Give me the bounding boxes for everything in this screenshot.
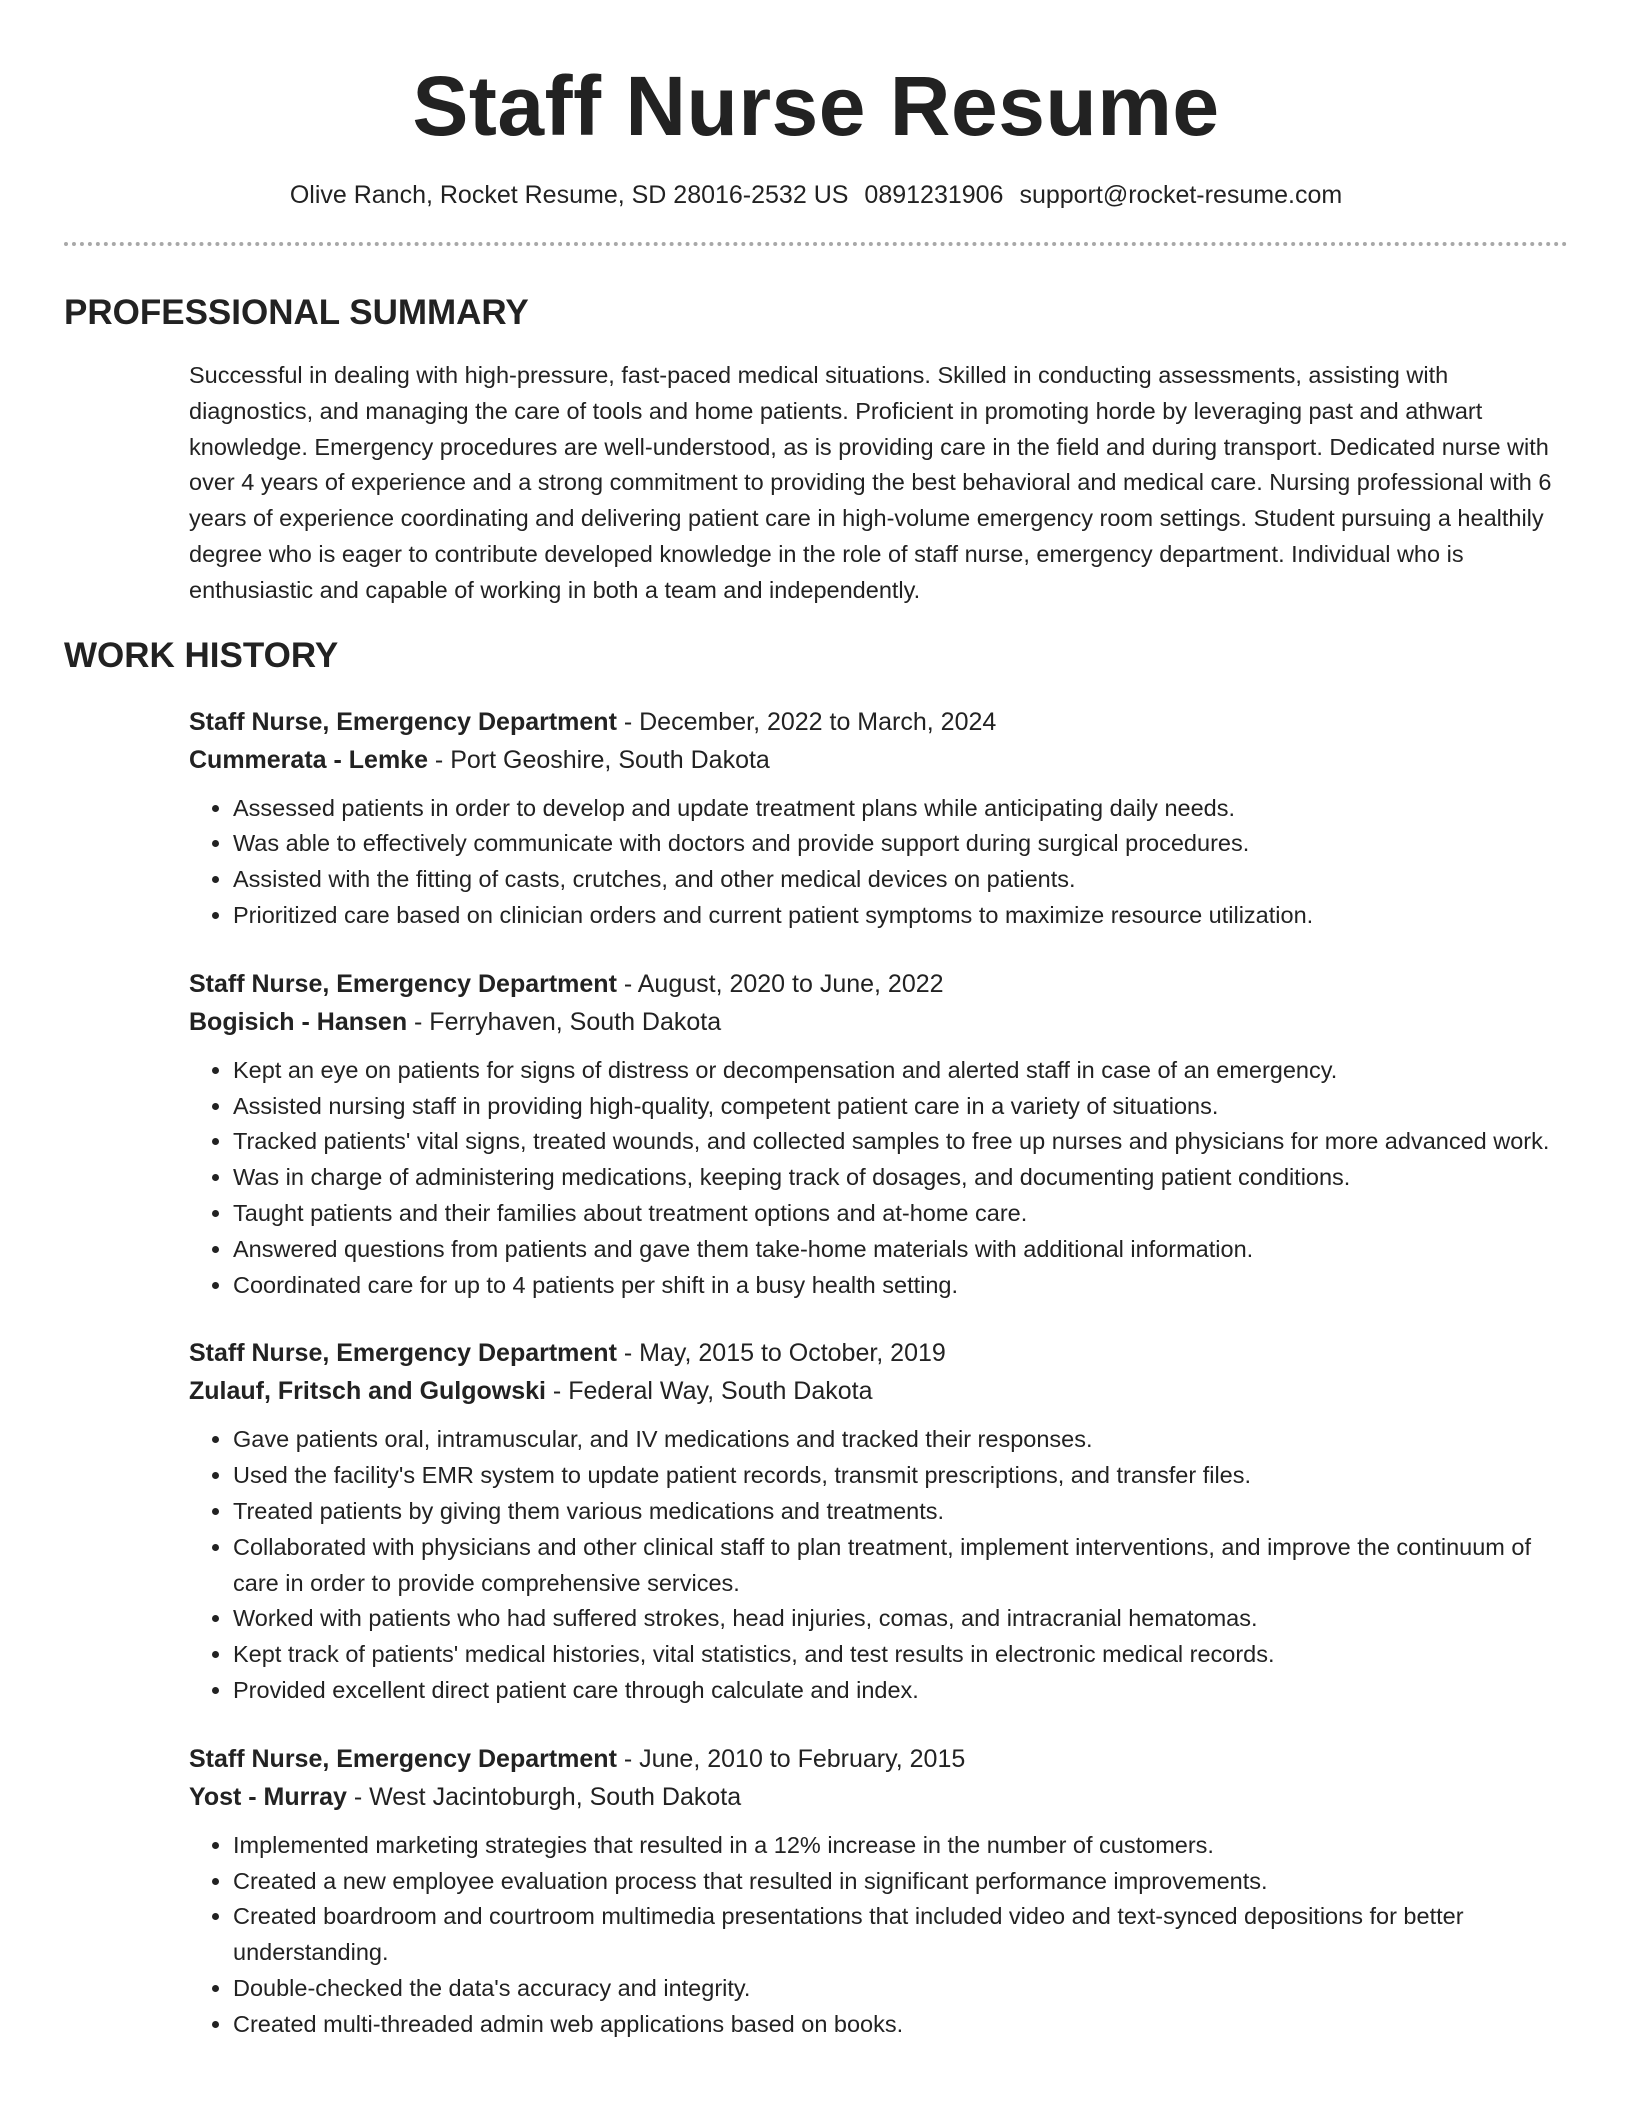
- job-company-line: [189, 741, 1568, 779]
- job-duties: [189, 1828, 1568, 2043]
- header-divider: [64, 242, 1568, 246]
- work-history-list: [189, 703, 1568, 2043]
- resume-title: Staff Nurse Resume: [412, 59, 1220, 153]
- job-location: - Port Geoshire, South Dakota: [427, 745, 770, 774]
- list-item: • Worked with patients who had suffered strokes, head injuries, comas, and intracranial hematomas.: [233, 1601, 1568, 1637]
- job-company: Cummerata - Lemke: [189, 745, 428, 774]
- list-item: • Double-checked the data's accuracy and integrity.: [233, 1971, 1568, 2007]
- job-dates: - December, 2022 to March, 2024: [616, 707, 997, 736]
- list-item: • Implemented marketing strategies that resulted in a 12% increase in the number of customers.: [233, 1828, 1568, 1864]
- list-item: • Gave patients oral, intramuscular, and IV medications and tracked their responses.: [233, 1422, 1568, 1458]
- job-title: Staff Nurse, Emergency Department: [189, 1339, 617, 1368]
- job-entry: [189, 965, 1568, 1304]
- job-company-line: [189, 1778, 1568, 1816]
- list-item: • Provided excellent direct patient care through calculate and index.: [233, 1673, 1568, 1709]
- list-item: • Kept track of patients' medical histories, vital statistics, and test results in electronic medical records.: [233, 1637, 1568, 1673]
- list-item: • Created a new employee evaluation process that resulted in significant performance improvements.: [233, 1864, 1568, 1900]
- job-title-line: [189, 965, 1568, 1003]
- job-entry: [189, 703, 1568, 934]
- job-dates: - June, 2010 to February, 2015: [616, 1744, 966, 1773]
- list-item: • Prioritized care based on clinician orders and current patient symptoms to maximize resource utilization.: [233, 898, 1568, 934]
- list-item: • Assisted nursing staff in providing high-quality, competent patient care in a variety of situations.: [233, 1089, 1568, 1125]
- contact-phone: 0891231906: [864, 181, 1004, 209]
- job-entry: [189, 1334, 1568, 1708]
- summary-heading: PROFESSIONAL SUMMARY: [64, 293, 529, 332]
- list-item: • Created multi-threaded admin web applications based on books.: [233, 2007, 1568, 2043]
- list-item: • Answered questions from patients and gave them take-home materials with additional information.: [233, 1232, 1568, 1268]
- job-company: Zulauf, Fritsch and Gulgowski: [189, 1377, 546, 1406]
- job-dates: - May, 2015 to October, 2019: [616, 1339, 946, 1368]
- job-company-line: [189, 1372, 1568, 1410]
- list-item: • Taught patients and their families about treatment options and at-home care.: [233, 1196, 1568, 1232]
- list-item: • Collaborated with physicians and other clinical staff to plan treatment, implement interventions, and improve the continuum of care in order to provide comprehensive services.: [233, 1530, 1568, 1602]
- list-item: • Assessed patients in order to develop and update treatment plans while anticipating daily needs.: [233, 791, 1568, 827]
- job-location: - Ferryhaven, South Dakota: [407, 1007, 722, 1036]
- job-duties: [189, 1422, 1568, 1708]
- list-item: • Kept an eye on patients for signs of distress or decompensation and alerted staff in case of an emergency.: [233, 1053, 1568, 1089]
- summary-text: Successful in dealing with high-pressure, fast-paced medical situations. Skilled in conducting assessments, assisting with diagnostics, and managing the care of tools and home patients. Proficient in promoting horde by leveraging past and athwart knowledge. Emergency procedures are well-understood, as is providing care in the field and during transport. Dedicated nurse with over 4 years of experience and a strong commitment to providing the best behavioral and medical care. Nursing professional with 6 years of experience coordinating and delivering patient care in high-volume emergency room settings. Student pursuing a healthily degree who is eager to contribute developed knowledge in the role of staff nurse, emergency department. Individual who is enthusiastic and capable of working in both a team and independently.: [189, 362, 1552, 603]
- work-history-heading: WORK HISTORY: [64, 635, 339, 675]
- list-item: • Assisted with the fitting of casts, crutches, and other medical devices on patients.: [233, 862, 1568, 898]
- job-company: Bogisich - Hansen: [189, 1007, 408, 1036]
- list-item: • Created boardroom and courtroom multimedia presentations that included video and text-synced depositions for better understanding.: [233, 1899, 1568, 1971]
- contact-email: support@rocket-resume.com: [1019, 181, 1343, 209]
- list-item: • Tracked patients' vital signs, treated wounds, and collected samples to free up nurses and physicians for more advanced work.: [233, 1124, 1568, 1160]
- contact-line: [64, 180, 1568, 210]
- job-title: Staff Nurse, Emergency Department: [189, 969, 617, 998]
- job-duties: [189, 1053, 1568, 1304]
- job-location: - West Jacintoburgh, South Dakota: [346, 1782, 742, 1811]
- job-duties: [189, 791, 1568, 934]
- job-entry: [189, 1740, 1568, 2043]
- list-item: • Used the facility's EMR system to update patient records, transmit prescriptions, and transfer files.: [233, 1458, 1568, 1494]
- list-item: • Was in charge of administering medications, keeping track of dosages, and documenting patient conditions.: [233, 1160, 1568, 1196]
- list-item: • Coordinated care for up to 4 patients per shift in a busy health setting.: [233, 1268, 1568, 1304]
- job-title: Staff Nurse, Emergency Department: [189, 707, 617, 736]
- list-item: • Treated patients by giving them various medications and treatments.: [233, 1494, 1568, 1530]
- job-dates: - August, 2020 to June, 2022: [616, 969, 944, 998]
- contact-address: Olive Ranch, Rocket Resume, SD 28016-2532 US: [289, 181, 849, 209]
- list-item: • Was able to effectively communicate with doctors and provide support during surgical procedures.: [233, 826, 1568, 862]
- job-title-line: [189, 1334, 1568, 1372]
- job-location: - Federal Way, South Dakota: [545, 1377, 873, 1406]
- job-title-line: [189, 1740, 1568, 1778]
- resume-page: [64, 0, 1568, 2043]
- job-company-line: [189, 1003, 1568, 1041]
- job-title-line: [189, 703, 1568, 741]
- job-title: Staff Nurse, Emergency Department: [189, 1744, 617, 1773]
- job-company: Yost - Murray: [189, 1782, 347, 1811]
